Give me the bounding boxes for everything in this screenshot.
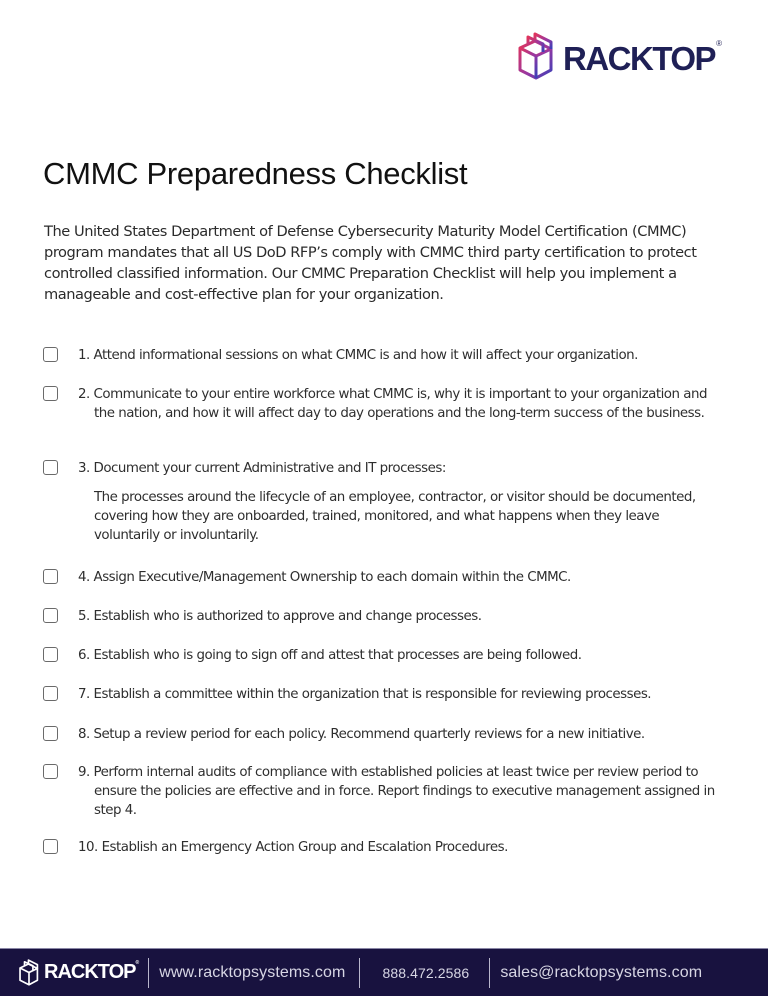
checkbox-6[interactable] [43,647,58,662]
footer-bar [0,948,768,996]
checkbox-1[interactable] [43,347,58,362]
checklist-item-subtext: The processes around the lifecycle of an employee, contractor, or visitor should be documented, covering how they are onboarded, trained, monitored, and what happens when they leave voluntarily or involuntarily. [94,490,696,543]
checkbox-2[interactable] [43,386,58,401]
checklist-item-text: 6. Establish who is going to sign off and attest that processes are being followed. [78,648,582,663]
checklist-item-text: 10. Establish an Emergency Action Group and Escalation Procedures. [78,840,508,855]
footer-wordmark: RACKTOP® [44,960,139,983]
checkbox-9[interactable] [43,764,58,779]
checkbox-7[interactable] [43,686,58,701]
checkbox-3[interactable] [43,460,58,475]
footer-email-link[interactable]: sales@racktopsystems.com [500,963,703,981]
checklist-item-6 [43,646,723,665]
checkbox-4[interactable] [43,569,58,584]
checklist-item-text: 8. Setup a review period for each policy. Recommend quarterly reviews for a new initiative. [78,727,645,742]
checklist-item-text: 3. Document your current Administrative and IT processes: The processes around the lifecycle of an employee, contractor, or visitor should be documented, covering how they are onboarded, trained, monitored, and what happens when they leave voluntarily or involuntarily. [78,459,723,545]
intro-paragraph: The United States Department of Defense Cybersecurity Maturity Model Certification (CMMC) program mandates that all US DoD RFP’s comply with CMMC third party certification to protect controlled classified information. Our CMMC Preparation Checklist will help you implement a manageable and cost-effective plan for your organization. [44,223,697,303]
checklist-item-9 [43,763,723,820]
checklist-item-text: 7. Establish a committee within the organization that is responsible for reviewing processes. [78,687,652,702]
checklist-item-1 [43,346,723,365]
checklist-item-2 [43,385,723,423]
checklist-item-text: 9. Perform internal audits of compliance with established policies at least twice per review period to ensure the policies are effective and in force. Report findings to executive management assigned in step 4. [78,765,715,818]
checkbox-10[interactable] [43,839,58,854]
checklist-item-text: 5. Establish who is authorized to approve and change processes. [78,609,482,624]
footer-phone[interactable]: 888.472.2586 [382,964,470,981]
racktop-logo [517,32,720,82]
racktop-cube-icon [18,959,40,987]
racktop-cube-icon [517,32,555,82]
footer-divider [148,958,149,988]
checklist-item-7 [43,685,723,704]
checklist-item-text: 1. Attend informational sessions on what CMMC is and how it will affect your organization. [78,348,638,363]
checkbox-5[interactable] [43,608,58,623]
checklist-item-text: 4. Assign Executive/Management Ownership to each domain within the CMMC. [78,570,571,585]
footer-divider [359,958,360,988]
footer-divider [489,958,490,988]
footer-website-link[interactable]: www.racktopsystems.com [159,963,346,981]
checkbox-8[interactable] [43,726,58,741]
checklist-item-5 [43,607,723,626]
checklist-item-10 [43,838,723,857]
footer-logo [18,959,138,987]
checklist-item-3 [43,459,723,545]
checklist-item-8 [43,725,723,744]
checklist-item-text: 2. Communicate to your entire workforce what CMMC is, why it is important to your organization and the nation, and how it will affect day to day operations and the long-term success of the business. [78,387,707,421]
logo-wordmark: RACKTOP® [563,38,721,77]
page-title: CMMC Preparedness Checklist [43,156,468,191]
checklist-item-4 [43,568,723,587]
